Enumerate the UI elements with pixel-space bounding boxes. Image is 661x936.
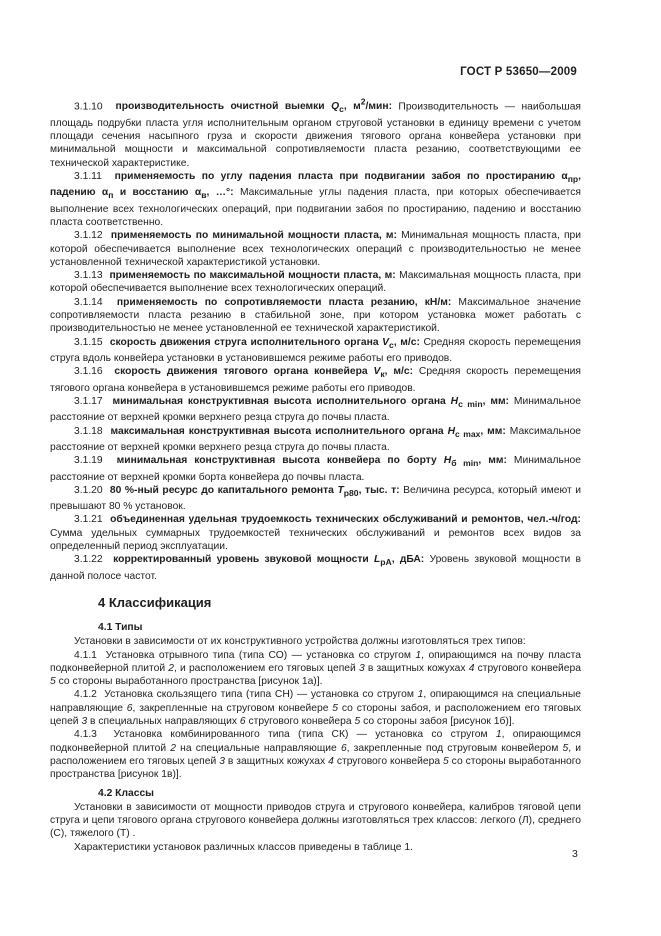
- clause-text: применяемость по сопротивляемости пласта резанию, кН/м: Максимальное значение сопротивляемости пласта резанию в стабильной зоне, при котором установка может работать с производительностью не менее установленной ее технической характеристикой.: [50, 296, 581, 335]
- clause-text: применяемость по минимальной мощности пласта, м: Минимальная мощность пласта, при которой обеспечивается выполнение всех технологических операций с производительностью не менее установленной технической характеристикой установки.: [50, 230, 581, 268]
- clause-text: применяемость по максимальной мощности пласта, м: Максимальная мощность пласта, при которой обеспечивается выполнение всех технологических операций.: [50, 270, 581, 295]
- classes-paragraph: Установки в зависимости от мощности приводов струга и стругового конвейера, калибров тяговой цепи струга и цепи тягового органа стругового конвейера должны изготовляться трех классов: легкого (Л), среднего (С), тяжелого (Т) .: [50, 801, 581, 840]
- subsection-4-1-intro: Установки в зависимости от их конструктивного устройства должны изготовляться трех типов:: [74, 636, 526, 648]
- clause-text: максимальная конструктивная высота исполнительного органа $Н_{с max}$, мм: Максимальное расстояние от верхней кромки верхнего резца струга до почвы пласта.: [50, 425, 582, 453]
- clause-text: скорость движения струга исполнительного органа $V_с$, м/с: Средняя скорость перемещения струга вдоль конвейера установки в установившемся режиме работы его приводов.: [50, 336, 581, 364]
- clause-number: 3.1.18: [74, 425, 103, 437]
- type-clause-4-1-3: [50, 728, 581, 781]
- clause-text: минимальная конструктивная высота конвейера по борту $Н_{б min}$, мм: Минимальное расстояние от верхней кромки борта конвейера до почвы пласта.: [50, 455, 581, 483]
- clause-text: объединенная удельная трудоемкость технических обслуживаний и ремонтов, чел.-ч/год: Сумма удельных суммарных трудоемкостей технических обслуживаний и ремонтов всех видов за определенный период эксплуатации.: [50, 514, 581, 553]
- clause-number: 3.1.17: [74, 395, 103, 407]
- clause-text: применяемость по углу падения пласта при подвигании забоя по простиранию $\alpha_{пр}$, падению $\alpha_п$ и восстанию $\alpha_в$, …°: Максимальные углы падения пласта, при которых обеспечивается выполнение всех технологических операций, при подвигании забоя по простиранию, падению и восстанию пласта соответственно.: [50, 170, 581, 228]
- definition-3-1-10: [50, 96, 581, 170]
- section-spacer: [50, 583, 581, 593]
- clause-text: 80 %-ный ресурс до капитального ремонта $Т_{р80}$, тыс. т: Величина ресурса, который имеют и превышают 80 % установок.: [50, 484, 582, 513]
- definition-3-1-11: [50, 170, 581, 229]
- clause-text: Установка скользящего типа (типа СН) — установка со стругом 1, опирающимся на специальные направляющие 6, закрепленные на струговом конвейере 5 со стороны забоя, и расположением его тяговых цепей 3 в специальных направляющих 6 стругового конвейера 5 со стороны забоя [рисунок 1б)].: [50, 689, 581, 728]
- clause-text: Установка комбинированного типа (типа СК) — установка со стругом 1, опирающимся подконвейерной плитой 2 на специальные направляющие 6, закрепленные под струговым конвейером 5, и расположением его тяговых цепей 3 в защитных кожухах 4 стругового конвейера 5 со стороны выработанного пространства [рисунок 1в)].: [50, 729, 582, 781]
- clause-number: 3.1.19: [74, 455, 103, 467]
- clause-number: 4.1.2: [74, 689, 97, 701]
- clause-number: 3.1.21: [74, 514, 103, 526]
- definition-3-1-14: [50, 296, 581, 336]
- definition-3-1-15: [50, 336, 581, 366]
- page-content: [50, 96, 581, 854]
- type-clause-4-1-1: [50, 649, 581, 689]
- clause-number: 3.1.15: [74, 336, 103, 348]
- clause-text: скорость движения тягового органа конвейера $V_к$, м/с: Средняя скорость перемещения тягового органа конвейера в установившемся режиме работы его приводов.: [50, 366, 581, 394]
- clause-number: 4.1.1: [74, 649, 97, 661]
- clause-text: корректированный уровень звуковой мощности $L_{рА}$, дБА: Уровень звуковой мощности в данной полосе частот.: [50, 554, 581, 582]
- clause-text: производительность очистной выемки $Q_с$, $м^2$/мин: Производительность — наибольшая площадь подрубки пласта угля исполнительным органом струговой установки в единицу времени с учетом площади сечения насыпного груза и скорости движения тягового органа конвейера установки при минимальной мощности и максимальной сопротивляемости пласта резанию, соответствующими ее технической характеристике.: [50, 97, 581, 169]
- classes-table-reference: Характеристики установок различных классов приведены в таблице 1.: [74, 841, 413, 853]
- clause-number: 3.1.20: [74, 484, 103, 496]
- definition-3-1-13: [50, 269, 581, 296]
- subsection-4-1-title: 4.1 Типы: [98, 621, 143, 633]
- definition-3-1-17: [50, 395, 581, 425]
- definitions-list: [50, 96, 581, 583]
- section-4-title: 4 Классификация: [98, 594, 212, 610]
- page-number: 3: [572, 848, 578, 860]
- clause-number: 3.1.11: [74, 170, 102, 182]
- clause-number: 3.1.13: [74, 270, 103, 282]
- standard-header: ГОСТ Р 53650—2009: [460, 66, 577, 78]
- subsection-4-2-title: 4.2 Классы: [98, 787, 154, 799]
- types-list: [50, 649, 581, 782]
- definition-3-1-19: [50, 454, 581, 484]
- clause-number: 3.1.14: [74, 296, 103, 308]
- definition-3-1-16: [50, 365, 581, 395]
- clause-number: 3.1.22: [74, 554, 103, 566]
- type-clause-4-1-2: [50, 688, 581, 728]
- clause-number: 4.1.3: [74, 729, 97, 741]
- definition-3-1-12: [50, 229, 581, 269]
- clause-text: Установка отрывного типа (типа СО) — установка со стругом 1, опирающимся на почву пласта подконвейерной плитой 2, и расположением его тяговых цепей 3 в защитных кожухах 4 стругового конвейера 5 со стороны выработанного пространства [рисунок 1а)].: [50, 649, 581, 688]
- clause-number: 3.1.10: [74, 101, 103, 113]
- definition-3-1-22: [50, 553, 581, 583]
- definition-3-1-18: [50, 425, 581, 455]
- clause-text: минимальная конструктивная высота исполнительного органа $Н_{с min}$, мм: Минимальное расстояние от верхней кромки верхнего резца струга до почвы пласта.: [50, 395, 581, 424]
- definition-3-1-20: [50, 484, 581, 514]
- definition-3-1-21: [50, 513, 581, 553]
- clause-number: 3.1.16: [74, 366, 103, 378]
- clause-number: 3.1.12: [74, 230, 103, 242]
